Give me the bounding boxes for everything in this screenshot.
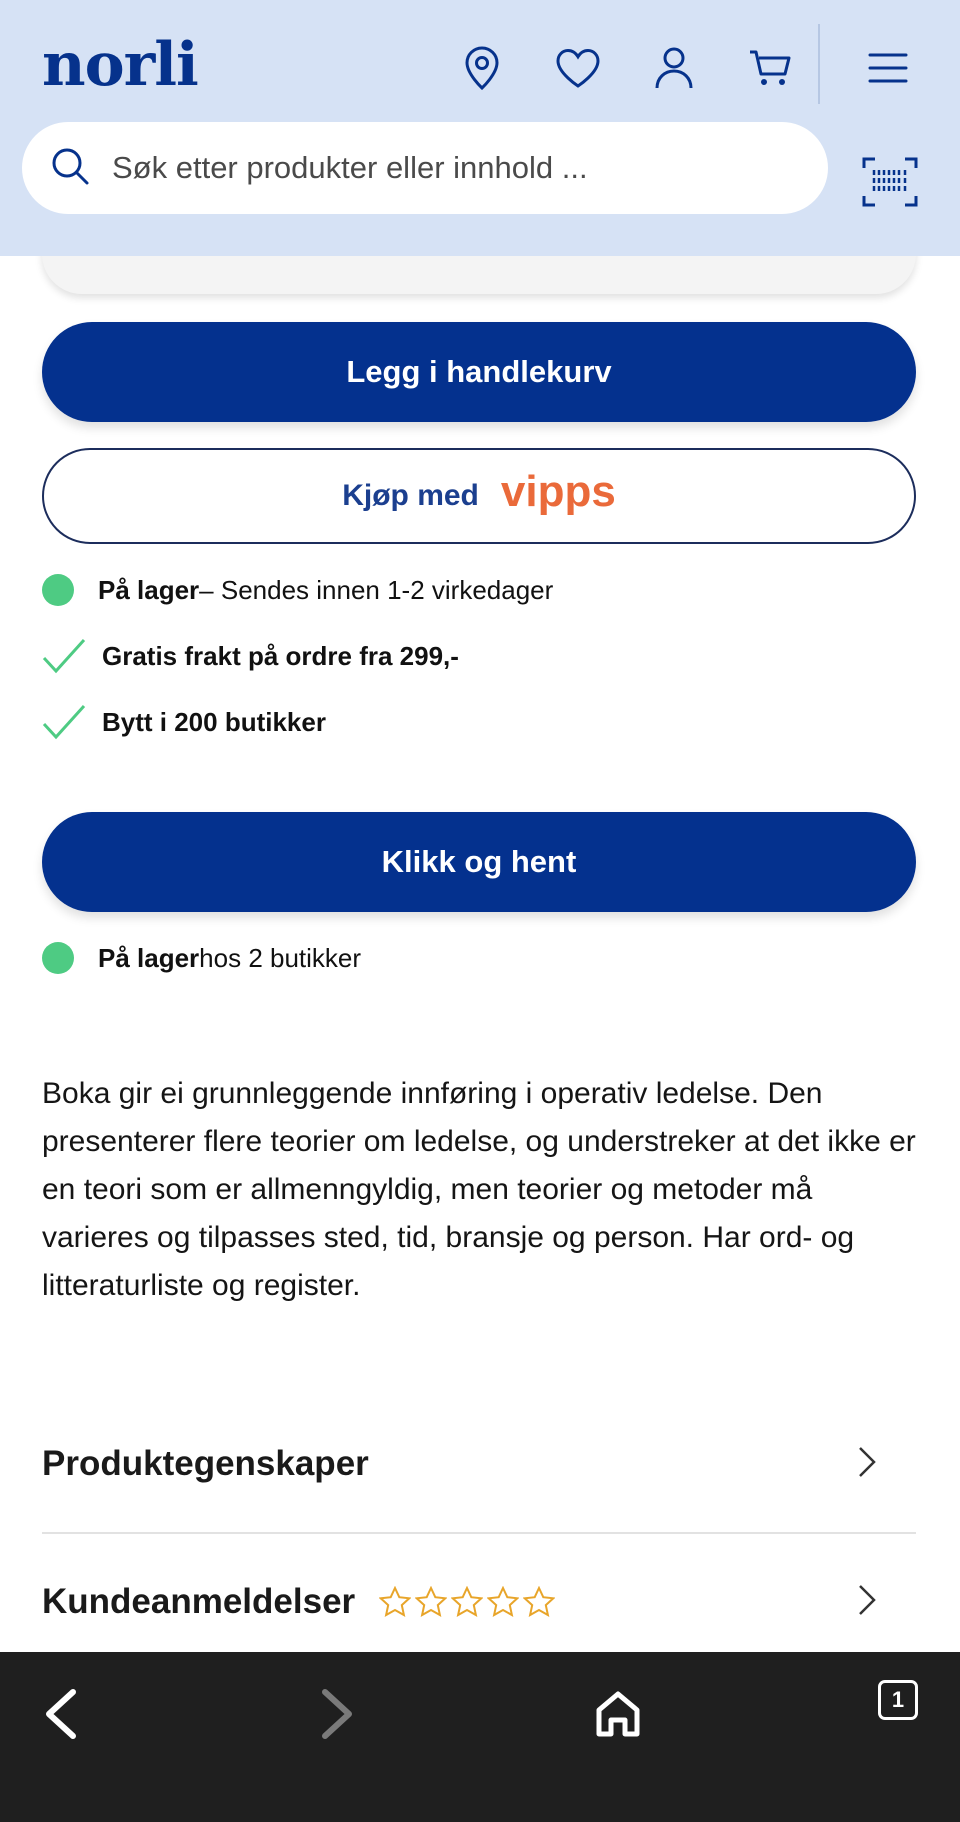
in-stock-dot-icon	[42, 574, 74, 606]
benefit-exchange-text: Bytt i 200 butikker	[102, 706, 326, 737]
product-description: Boka gir ei grunnleggende innføring i operativ ledelse. Den presenterer flere teorier om ledelse, og understreker at det ikke er en teori som er allmenngyldig, men teorier og metoder må varieres og tilpasses sted, tid, bransje og person. Har ord- og litteraturliste og register.	[42, 1077, 916, 1302]
star-icon	[451, 1586, 483, 1618]
forward-arrow-icon[interactable]	[298, 1674, 378, 1754]
chevron-right-icon	[858, 1446, 876, 1483]
stock-status-detail: – Sendes innen 1-2 virkedager	[199, 574, 554, 605]
browser-toolbar	[0, 1652, 960, 1822]
star-icon	[487, 1586, 519, 1618]
stock-status-bold: På lager	[98, 574, 200, 605]
vipps-logo: vipps	[500, 467, 616, 516]
chevron-right-icon	[858, 1584, 876, 1621]
accordion-product-properties[interactable]	[42, 1396, 916, 1532]
search-icon	[50, 146, 90, 191]
accordion-customer-reviews[interactable]	[42, 1534, 916, 1670]
user-icon[interactable]	[648, 42, 700, 94]
benefit-free-shipping-text: Gratis frakt på ordre fra 299,-	[102, 640, 459, 671]
benefit-exchange	[42, 704, 326, 740]
location-pin-icon[interactable]	[456, 42, 508, 94]
accordion-title: Produktegenskaper	[42, 1444, 369, 1483]
add-to-cart-button[interactable]: Legg i handlekurv	[42, 322, 916, 422]
star-icon	[379, 1586, 411, 1618]
home-icon[interactable]	[578, 1674, 658, 1754]
store-stock-status	[42, 942, 361, 974]
search-bar[interactable]	[22, 122, 828, 214]
click-and-collect-button[interactable]: Klikk og hent	[42, 812, 916, 912]
rating-stars	[379, 1586, 555, 1618]
store-stock-detail: hos 2 butikker	[199, 942, 362, 973]
accordion-title: Kundeanmeldelser	[42, 1582, 356, 1621]
site-header	[0, 0, 960, 256]
back-arrow-icon[interactable]	[20, 1674, 100, 1754]
heart-icon[interactable]	[552, 42, 604, 94]
vipps-checkout-button[interactable]	[42, 448, 916, 544]
checkmark-icon	[42, 638, 86, 674]
norli-logo[interactable]: norli	[42, 30, 198, 100]
cart-icon[interactable]	[744, 42, 796, 94]
barcode-scan-icon[interactable]	[862, 156, 918, 208]
vipps-prefix-label: Kjøp med	[342, 479, 479, 512]
store-stock-bold: På lager	[98, 942, 200, 973]
in-stock-dot-icon	[42, 942, 74, 974]
checkmark-icon	[42, 704, 86, 740]
star-icon	[523, 1586, 555, 1618]
benefit-free-shipping	[42, 638, 459, 674]
star-icon	[415, 1586, 447, 1618]
header-divider	[818, 24, 820, 104]
tabs-count-button[interactable]: 1	[878, 1680, 918, 1720]
stock-status	[42, 574, 553, 606]
search-input[interactable]	[112, 150, 792, 186]
menu-icon[interactable]	[862, 42, 914, 94]
